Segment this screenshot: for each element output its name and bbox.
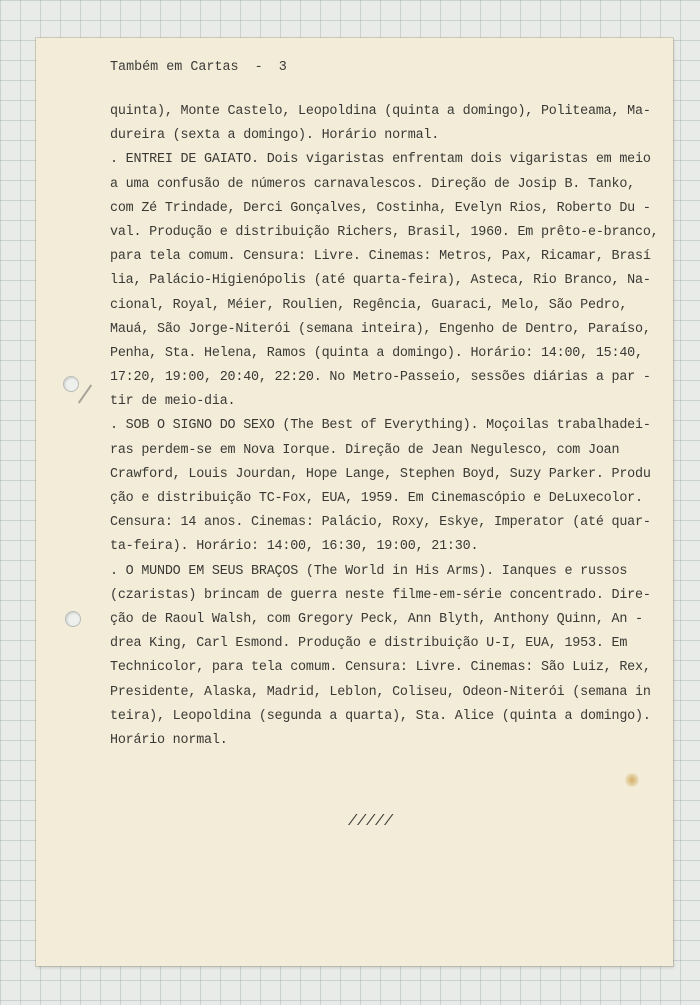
typewritten-page [36, 38, 673, 966]
pencil-mark [78, 384, 92, 403]
text-line: cional, Royal, Méier, Roulien, Regência, Guaraci, Melo, São Pedro, [110, 297, 628, 313]
punch-hole [65, 611, 81, 627]
body-text [110, 100, 670, 753]
text-line: a uma confusão de números carnavalescos. Direção de Josip B. Tanko, [110, 176, 635, 192]
text-line: ção e distribuição TC-Fox, EUA, 1959. Em Cinemascópio e DeLuxecolor. [110, 491, 643, 506]
text-line: Presidente, Alaska, Madrid, Leblon, Coliseu, Odeon-Niterói (semana in [110, 684, 651, 700]
text-line: ta-feira). Horário: 14:00, 16:30, 19:00, 21:30. [110, 539, 479, 555]
text-line: Crawford, Louis Jourdan, Hope Lange, Stephen Boyd, Suzy Parker. Produ [110, 466, 651, 482]
text-line: (czaristas) brincam de guerra neste filme-em-série concentrado. Dire- [110, 587, 651, 603]
text-line: Horário normal. [110, 732, 228, 748]
text-line: com Zé Trindade, Derci Gonçalves, Costinha, Evelyn Rios, Roberto Du - [110, 200, 651, 216]
text-line: para tela comum. Censura: Livre. Cinemas: Metros, Pax, Ricamar, Brasí [110, 249, 651, 265]
text-line: drea King, Carl Esmond. Produção e distribuição U-I, EUA, 1953. Em [110, 636, 628, 652]
punch-hole [63, 376, 79, 392]
text-line: tir de meio-dia. [110, 394, 236, 410]
text-line: ras perdem-se em Nova Iorque. Direção de Jean Negulesco, com Joan [110, 442, 620, 458]
text-line: Mauá, São Jorge-Niterói (semana inteira), Engenho de Dentro, Paraíso, [110, 321, 651, 337]
text-line: 17:20, 19:00, 20:40, 22:20. No Metro-Passeio, sessões diárias a par - [110, 370, 651, 386]
page-header: Também em Cartas - 3 [110, 60, 287, 75]
text-line: Penha, Sta. Helena, Ramos (quinta a domingo). Horário: 14:00, 15:40, [110, 345, 643, 361]
text-line: dureira (sexta a domingo). Horário normal. [110, 128, 440, 144]
text-line: . O MUNDO EM SEUS BRAÇOS (The World in His Arms). Ianques e russos [110, 563, 628, 579]
text-line: lia, Palácio-Higienópolis (até quarta-feira), Asteca, Rio Branco, Na- [110, 273, 651, 289]
end-mark: ///// [348, 813, 394, 830]
text-line: val. Produção e distribuição Richers, Brasil, 1960. Em prêto-e-branco, [110, 224, 659, 240]
text-line: . SOB O SIGNO DO SEXO (The Best of Everything). Moçoilas trabalhadei- [110, 418, 651, 434]
text-line: . ENTREI DE GAIATO. Dois vigaristas enfrentam dois vigaristas em meio [110, 152, 651, 168]
text-line: ção de Raoul Walsh, com Gregory Peck, Ann Blyth, Anthony Quinn, An - [110, 611, 643, 627]
stain-mark [625, 773, 639, 787]
text-line: Technicolor, para tela comum. Censura: Livre. Cinemas: São Luiz, Rex, [110, 660, 651, 676]
text-line: teira), Leopoldina (segunda a quarta), Sta. Alice (quinta a domingo). [110, 708, 651, 724]
text-line: Censura: 14 anos. Cinemas: Palácio, Roxy, Eskye, Imperator (até quar- [110, 515, 651, 531]
text-line: quinta), Monte Castelo, Leopoldina (quinta a domingo), Politeama, Ma- [110, 104, 651, 119]
